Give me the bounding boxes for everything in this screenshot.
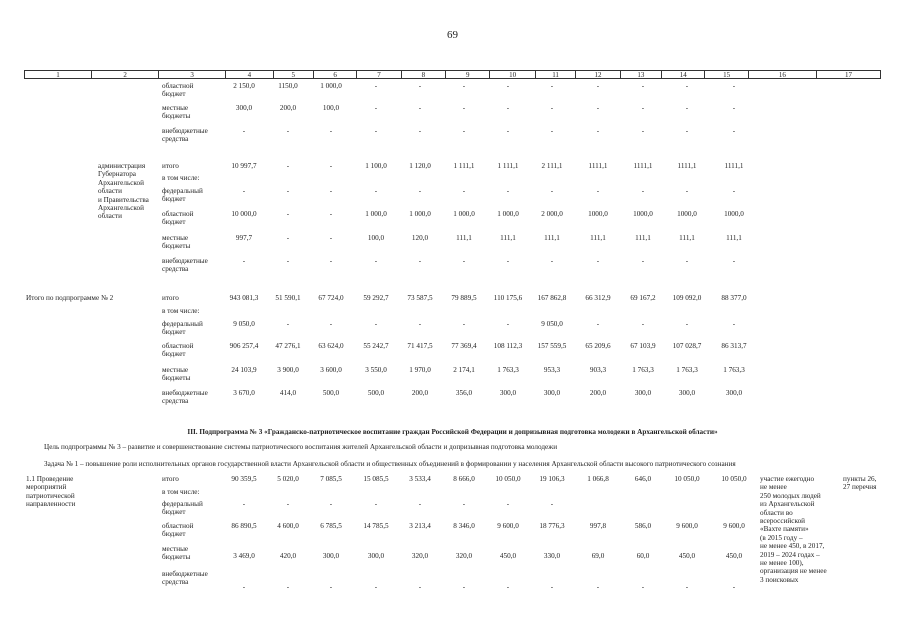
table-cell: 1 111,1 <box>497 162 519 170</box>
table-cell: 71 417,5 <box>407 342 433 350</box>
table-cell: 1 763,3 <box>676 366 698 374</box>
table-cell: 111,1 <box>500 234 516 242</box>
table-cell: 450,0 <box>725 552 743 560</box>
table-cell: 60,0 <box>636 552 650 560</box>
table-cell: 109 092,0 <box>672 294 702 302</box>
table-cell: 1 000,0 <box>320 82 342 90</box>
table-cell: - <box>286 257 290 265</box>
table-cell: - <box>550 257 554 265</box>
table-cell: 2 000,0 <box>541 210 563 218</box>
table-cell: - <box>596 104 600 112</box>
table-cell: 300,0 <box>499 389 517 397</box>
table-cell: 1 763,3 <box>632 366 654 374</box>
table-cell: - <box>374 104 378 112</box>
table-cell: 450,0 <box>499 552 517 560</box>
table-cell: - <box>641 583 645 591</box>
table-cell: 111,1 <box>590 234 606 242</box>
row-label: в том числе: <box>162 488 200 496</box>
table-cell: 943 081,3 <box>229 294 259 302</box>
table-cell: - <box>462 104 466 112</box>
reference-text: пункты 26, 27 перечня <box>843 475 877 492</box>
table-cell: - <box>286 210 290 218</box>
table-cell: 1111,1 <box>588 162 608 170</box>
section-heading: III. Подпрограмма № 3 «Гражданско-патриотическое воспитание граждан Российской Федерации и допризывная подготовка молодежи в Архангельской области» <box>187 428 718 436</box>
table-cell: 69 167,2 <box>630 294 656 302</box>
table-cell: - <box>418 104 422 112</box>
table-cell: 111,1 <box>635 234 651 242</box>
table-cell: 88 377,0 <box>721 294 747 302</box>
table-cell: 646,0 <box>634 475 652 483</box>
table-cell: - <box>329 187 333 195</box>
table-cell: - <box>374 257 378 265</box>
table-cell: 14 785,5 <box>363 522 389 530</box>
table-cell: 111,1 <box>726 234 742 242</box>
table-cell: 300,0 <box>634 389 652 397</box>
table-cell: - <box>418 320 422 328</box>
column-number: 10 <box>490 71 535 78</box>
table-cell: 51 590,1 <box>275 294 301 302</box>
table-cell: 200,0 <box>411 389 429 397</box>
table-cell: - <box>329 234 333 242</box>
table-cell: - <box>506 500 510 508</box>
column-number: 4 <box>226 71 273 78</box>
row-label: итого <box>162 162 179 170</box>
table-cell: - <box>550 127 554 135</box>
table-cell: - <box>641 320 645 328</box>
table-cell: - <box>732 257 736 265</box>
table-cell: - <box>374 583 378 591</box>
table-cell: 1 111,1 <box>453 162 475 170</box>
table-cell: 69,0 <box>591 552 605 560</box>
table-cell: - <box>550 187 554 195</box>
row-label: федеральный бюджет <box>162 187 203 204</box>
table-cell: 47 276,1 <box>275 342 301 350</box>
table-cell: 111,1 <box>456 234 472 242</box>
table-cell: - <box>732 127 736 135</box>
table-cell: 953,3 <box>543 366 561 374</box>
table-cell: 10 997,7 <box>231 162 257 170</box>
table-cell: 3 670,0 <box>233 389 255 397</box>
table-cell: 997,8 <box>589 522 607 530</box>
table-cell: 1000,0 <box>724 210 744 218</box>
row-label: в том числе: <box>162 307 200 315</box>
table-cell: - <box>286 583 290 591</box>
table-cell: 356,0 <box>455 389 473 397</box>
table-cell: 3 533,4 <box>409 475 431 483</box>
table-cell: 59 292,7 <box>363 294 389 302</box>
table-cell: 19 106,3 <box>539 475 565 483</box>
table-cell: 2 174,1 <box>453 366 475 374</box>
table-cell: 55 242,7 <box>363 342 389 350</box>
row-label: итого <box>162 475 179 483</box>
table-cell: 86 890,5 <box>231 522 257 530</box>
table-cell: 300,0 <box>543 389 561 397</box>
table-cell: 7 085,5 <box>320 475 342 483</box>
table-cell: 4 600,0 <box>277 522 299 530</box>
table-cell: 330,0 <box>543 552 561 560</box>
table-cell: - <box>641 104 645 112</box>
column-number: 16 <box>749 71 817 78</box>
table-cell: - <box>685 257 689 265</box>
table-cell: 110 175,6 <box>493 294 523 302</box>
table-cell: - <box>596 82 600 90</box>
column-number: 12 <box>576 71 620 78</box>
table-cell: 500,0 <box>367 389 385 397</box>
table-cell: 300,0 <box>322 552 340 560</box>
table-cell: 9 600,0 <box>497 522 519 530</box>
table-cell: 8 666,0 <box>453 475 475 483</box>
section-goal: Цель подпрограммы № 3 – развитие и совершенствование системы патриотического воспитания жителей Архангельской области и допризывная подготовка молодежи <box>44 443 558 451</box>
table-cell: 997,7 <box>235 234 253 242</box>
activity-name: 1.1 Проведение мероприятий патриотической направленности <box>26 475 76 509</box>
table-cell: - <box>462 500 466 508</box>
table-cell: - <box>596 583 600 591</box>
table-cell: 300,0 <box>367 552 385 560</box>
table-cell: 3 469,0 <box>233 552 255 560</box>
table-cell: - <box>418 583 422 591</box>
table-cell: - <box>685 583 689 591</box>
table-cell: 1111,1 <box>633 162 653 170</box>
table-cell: - <box>641 187 645 195</box>
table-cell: 1 000,0 <box>497 210 519 218</box>
row-label: в том числе: <box>162 174 200 182</box>
table-cell: 10 000,0 <box>231 210 257 218</box>
table-cell: 1 066,8 <box>587 475 609 483</box>
table-cell: 79 889,5 <box>451 294 477 302</box>
row-label: внебюджетные средства <box>162 389 208 406</box>
table-cell: - <box>550 104 554 112</box>
column-number: 8 <box>402 71 446 78</box>
row-label: областной бюджет <box>162 82 194 99</box>
table-cell: 414,0 <box>279 389 297 397</box>
table-cell: 200,0 <box>589 389 607 397</box>
table-cell: 906 257,4 <box>229 342 259 350</box>
row-label: итого <box>162 294 179 302</box>
table-cell: 100,0 <box>367 234 385 242</box>
table-cell: 8 346,0 <box>453 522 475 530</box>
table-cell: 86 313,7 <box>721 342 747 350</box>
column-number: 14 <box>662 71 705 78</box>
column-number: 3 <box>159 71 226 78</box>
subprogram-total-title: Итого по подпрограмме № 2 <box>26 294 114 302</box>
table-cell: 1111,1 <box>677 162 697 170</box>
table-cell: - <box>732 82 736 90</box>
row-label: внебюджетные средства <box>162 127 208 144</box>
table-cell: - <box>596 320 600 328</box>
row-label: местные бюджеты <box>162 366 191 383</box>
table-cell: - <box>685 82 689 90</box>
table-cell: - <box>286 500 290 508</box>
table-cell: 1 970,0 <box>409 366 431 374</box>
table-cell: - <box>732 583 736 591</box>
table-cell: - <box>506 127 510 135</box>
table-cell: - <box>286 187 290 195</box>
table-cell: 3 213,4 <box>409 522 431 530</box>
table-cell: 1000,0 <box>677 210 697 218</box>
table-cell: - <box>374 320 378 328</box>
column-number: 2 <box>92 71 159 78</box>
table-cell: - <box>732 187 736 195</box>
row-label: областной бюджет <box>162 342 194 359</box>
table-cell: - <box>418 187 422 195</box>
page-number: 69 <box>447 29 458 41</box>
column-number: 13 <box>621 71 662 78</box>
table-cell: 77 369,4 <box>451 342 477 350</box>
table-cell: 18 776,3 <box>539 522 565 530</box>
table-cell: 24 103,9 <box>231 366 257 374</box>
table-cell: - <box>329 162 333 170</box>
table-cell: 90 359,5 <box>231 475 257 483</box>
table-cell: 108 112,3 <box>493 342 523 350</box>
table-cell: 420,0 <box>279 552 297 560</box>
row-label: внебюджетные средства <box>162 257 208 274</box>
table-cell: - <box>462 257 466 265</box>
table-cell: 1000,0 <box>588 210 608 218</box>
section-task: Задача № 1 – повышение роли исполнительных органов государственной власти Архангельской области и общественных объединений в формировании у населения Архангельской области высокого патриотического сознания <box>44 460 736 468</box>
table-cell: - <box>685 320 689 328</box>
table-cell: 1111,1 <box>724 162 744 170</box>
table-cell: 67 724,0 <box>318 294 344 302</box>
executor-name: администрация Губернатора Архангельской области и Правительства Архангельской области <box>98 162 149 221</box>
table-cell: 1000,0 <box>633 210 653 218</box>
table-cell: 320,0 <box>411 552 429 560</box>
table-cell: 9 600,0 <box>723 522 745 530</box>
table-cell: 300,0 <box>678 389 696 397</box>
table-cell: 1 100,0 <box>365 162 387 170</box>
table-cell: 66 312,9 <box>585 294 611 302</box>
column-number: 15 <box>705 71 748 78</box>
table-cell: - <box>596 127 600 135</box>
table-cell: 200,0 <box>279 104 297 112</box>
table-cell: - <box>506 583 510 591</box>
table-cell: - <box>596 257 600 265</box>
column-number: 11 <box>536 71 576 78</box>
table-cell: 3 550,0 <box>365 366 387 374</box>
table-cell: 1150,0 <box>278 82 298 90</box>
table-cell: - <box>641 127 645 135</box>
table-cell: - <box>329 320 333 328</box>
row-label: федеральный бюджет <box>162 500 203 517</box>
table-cell: - <box>732 320 736 328</box>
table-cell: 3 600,0 <box>320 366 342 374</box>
table-cell: 65 209,6 <box>585 342 611 350</box>
table-cell: - <box>685 187 689 195</box>
table-cell: 10 050,0 <box>721 475 747 483</box>
table-cell: - <box>462 127 466 135</box>
table-cell: 1 763,3 <box>723 366 745 374</box>
row-label: областной бюджет <box>162 210 194 227</box>
table-cell: 1 120,0 <box>409 162 431 170</box>
row-label: местные бюджеты <box>162 234 191 251</box>
table-cell: - <box>506 320 510 328</box>
row-label: федеральный бюджет <box>162 320 203 337</box>
table-cell: - <box>418 82 422 90</box>
table-cell: - <box>641 82 645 90</box>
table-cell: 111,1 <box>679 234 695 242</box>
table-cell: 167 862,8 <box>537 294 567 302</box>
table-cell: - <box>462 82 466 90</box>
column-number: 17 <box>844 71 852 79</box>
table-cell: 10 050,0 <box>674 475 700 483</box>
table-cell: - <box>462 583 466 591</box>
table-cell: - <box>506 104 510 112</box>
table-cell: 300,0 <box>235 104 253 112</box>
table-cell: - <box>418 500 422 508</box>
table-cell: - <box>329 500 333 508</box>
table-cell: 73 587,5 <box>407 294 433 302</box>
table-cell: 6 785,5 <box>320 522 342 530</box>
table-cell: - <box>506 82 510 90</box>
table-cell: 1 000,0 <box>409 210 431 218</box>
table-cell: - <box>418 127 422 135</box>
table-cell: 9 600,0 <box>676 522 698 530</box>
row-label: местные бюджеты <box>162 545 191 562</box>
table-cell: - <box>329 210 333 218</box>
table-cell: - <box>329 583 333 591</box>
table-cell: - <box>596 187 600 195</box>
column-number-header <box>24 70 881 79</box>
table-cell: 111,1 <box>544 234 560 242</box>
row-label: местные бюджеты <box>162 104 191 121</box>
table-cell: 500,0 <box>322 389 340 397</box>
row-label: областной бюджет <box>162 522 194 539</box>
table-cell: 2 150,0 <box>233 82 255 90</box>
table-cell: 15 085,5 <box>363 475 389 483</box>
table-cell: 157 559,5 <box>537 342 567 350</box>
table-cell: 450,0 <box>678 552 696 560</box>
table-cell: 300,0 <box>725 389 743 397</box>
table-cell: 107 028,7 <box>672 342 702 350</box>
column-number: 9 <box>446 71 490 78</box>
table-cell: 1 000,0 <box>365 210 387 218</box>
table-cell: - <box>242 257 246 265</box>
table-cell: 120,0 <box>411 234 429 242</box>
table-cell: 1 763,3 <box>497 366 519 374</box>
table-cell: - <box>685 127 689 135</box>
table-cell: - <box>374 82 378 90</box>
table-cell: - <box>550 82 554 90</box>
table-cell: - <box>732 104 736 112</box>
table-cell: 10 050,0 <box>495 475 521 483</box>
table-cell: - <box>506 187 510 195</box>
column-number: 7 <box>357 71 401 78</box>
table-cell: 9 050,0 <box>541 320 563 328</box>
table-cell: - <box>685 104 689 112</box>
table-cell: - <box>641 257 645 265</box>
row-label: внебюджетные средства <box>162 570 208 587</box>
column-number: 5 <box>274 71 314 78</box>
table-cell: 3 900,0 <box>277 366 299 374</box>
table-cell: - <box>506 257 510 265</box>
table-cell: - <box>374 127 378 135</box>
table-cell: 1 000,0 <box>453 210 475 218</box>
table-cell: 2 111,1 <box>541 162 563 170</box>
table-cell: - <box>242 583 246 591</box>
table-cell: - <box>242 127 246 135</box>
table-cell: - <box>329 127 333 135</box>
table-cell: 63 624,0 <box>318 342 344 350</box>
table-cell: - <box>242 500 246 508</box>
table-cell: - <box>286 320 290 328</box>
table-cell: - <box>418 257 422 265</box>
table-cell: 5 020,0 <box>277 475 299 483</box>
column-number: 1 <box>25 71 92 78</box>
table-cell: 586,0 <box>634 522 652 530</box>
table-cell: - <box>286 162 290 170</box>
table-cell: - <box>374 187 378 195</box>
table-cell: - <box>286 234 290 242</box>
table-cell: 320,0 <box>455 552 473 560</box>
table-cell: - <box>462 320 466 328</box>
table-cell: - <box>329 257 333 265</box>
table-cell: - <box>550 500 554 508</box>
table-cell: - <box>462 187 466 195</box>
table-cell: - <box>550 583 554 591</box>
table-cell: 903,3 <box>589 366 607 374</box>
indicator-text: участие ежегодно не менее 250 молодых людей из Архангельской области во всероссийской «Вахте памяти» (в 2015 году – не менее 450, в 2017, 2019 – 2024 годах – не менее 100), организация не менее 3 поисковых <box>760 475 827 584</box>
table-cell: - <box>286 127 290 135</box>
column-number: 6 <box>314 71 357 78</box>
table-cell: 100,0 <box>322 104 340 112</box>
table-cell: 9 050,0 <box>233 320 255 328</box>
table-cell: 67 103,9 <box>630 342 656 350</box>
table-cell: - <box>242 187 246 195</box>
table-cell: - <box>374 500 378 508</box>
